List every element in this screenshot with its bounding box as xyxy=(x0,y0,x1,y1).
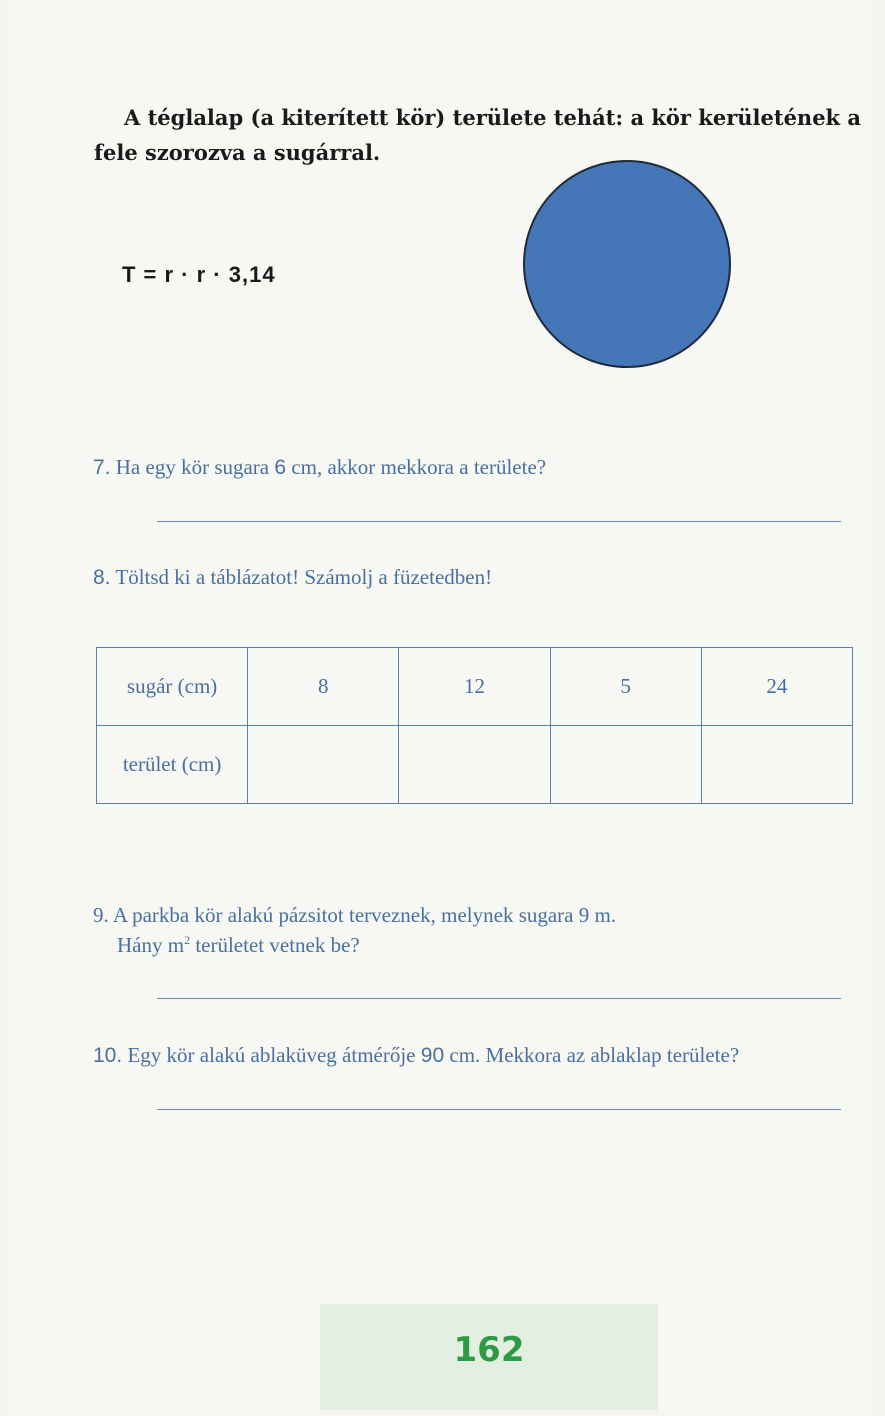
question-7-number: 7. xyxy=(93,456,111,479)
question-10-text-b: cm. Mekkora az ablaklap területe? xyxy=(444,1043,740,1067)
table-row-area xyxy=(97,726,853,804)
question-8-text: Töltsd ki a táblázatot! Számolj a füzetedben! xyxy=(110,565,493,589)
question-8-number: 8. xyxy=(93,566,111,589)
question-7-text-b: cm, akkor mekkora a területe? xyxy=(286,455,547,479)
circle-illustration xyxy=(523,160,731,368)
question-7-text-a: Ha egy kör sugara xyxy=(110,455,275,479)
question-9-number: 9. xyxy=(93,903,109,927)
question-10-text-a: Egy kör alakú ablaküveg átmérője xyxy=(122,1043,421,1067)
area-answer-cell[interactable] xyxy=(550,726,701,804)
question-10-value: 90 xyxy=(420,1044,445,1067)
table-row-radius xyxy=(97,648,853,726)
radius-cell: 8 xyxy=(248,648,399,726)
answer-line-9[interactable] xyxy=(157,998,841,999)
area-answer-cell[interactable] xyxy=(399,726,550,804)
page-number: 162 xyxy=(453,1330,525,1370)
question-8 xyxy=(93,562,492,593)
row-header-radius: sugár (cm) xyxy=(97,648,248,726)
question-9-line-2a: Hány m xyxy=(117,933,185,957)
answer-line-7[interactable] xyxy=(157,521,841,522)
question-9 xyxy=(93,900,616,960)
question-10-number: 10. xyxy=(93,1044,123,1067)
area-answer-cell[interactable] xyxy=(248,726,399,804)
question-9-line-2b: területet vetnek be? xyxy=(190,933,360,957)
question-10 xyxy=(93,1040,739,1071)
area-answer-cell[interactable] xyxy=(701,726,852,804)
radius-cell: 12 xyxy=(399,648,550,726)
question-7 xyxy=(93,452,546,483)
intro-paragraph: A téglalap (a kiterített kör) területe tehát: a kör kerületének a fele szorozva a sugárral. xyxy=(94,105,862,165)
radius-cell: 24 xyxy=(701,648,852,726)
answer-line-10[interactable] xyxy=(157,1109,841,1110)
question-9-line-1: A parkba kör alakú pázsitot terveznek, melynek sugara 9 m. xyxy=(108,903,617,927)
row-header-area: terület (cm) xyxy=(97,726,248,804)
area-formula: T = r · r · 3,14 xyxy=(122,262,276,287)
radius-area-table xyxy=(96,647,853,804)
question-9-superscript: 2 xyxy=(184,933,191,947)
radius-cell: 5 xyxy=(550,648,701,726)
question-7-value: 6 xyxy=(274,456,287,479)
